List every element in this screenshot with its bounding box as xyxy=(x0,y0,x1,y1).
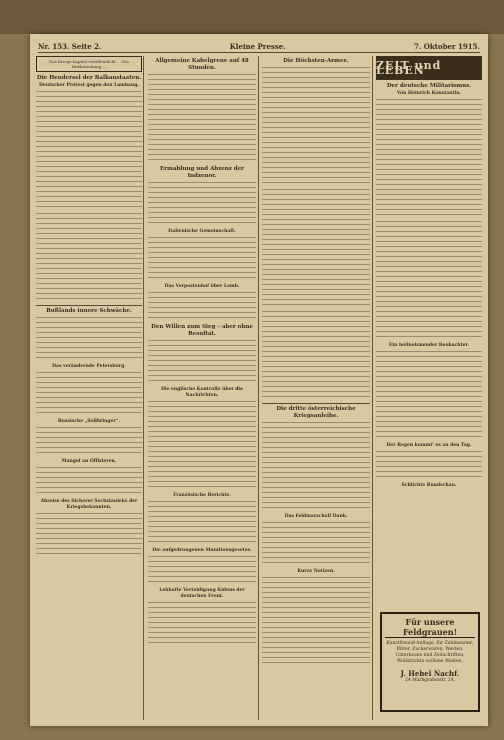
ad-address: 24 Markgrafenstr. 24. xyxy=(404,678,456,683)
subheadline: Französische Berichte. xyxy=(173,493,231,498)
headline: Allgemeine Kabelgrene auf 48 Stunden. xyxy=(155,58,249,71)
header-left: Nr. 153. Seite 2. xyxy=(38,41,102,51)
header-center: Kleine Presse. xyxy=(229,41,286,51)
article-text xyxy=(36,213,142,303)
article-text xyxy=(148,556,256,586)
headline: Der deutsche Militarismus. xyxy=(386,83,472,89)
column-rule xyxy=(372,56,373,720)
article-text xyxy=(36,372,142,417)
subheadline: Lebhafte Verteidigung Kidens der deutschen Front. xyxy=(159,588,245,599)
section-masthead: ZEIT und LEBEN xyxy=(376,56,482,80)
article-text xyxy=(36,467,142,497)
subheadline: Die englische Kontrolle über die Nachrichten. xyxy=(160,387,244,398)
article-text xyxy=(148,602,256,647)
article-text xyxy=(36,427,142,457)
article-text xyxy=(148,182,256,227)
article-text xyxy=(148,74,256,164)
header-right: 7. Oktober 1915. xyxy=(413,41,480,51)
headline: Die Hendersel der Balkanstaaten. xyxy=(36,75,142,81)
newspaper-page xyxy=(30,34,488,726)
article-text xyxy=(262,577,370,667)
article-text xyxy=(262,189,370,309)
background-strip xyxy=(0,0,504,34)
headline: Die dritte österreichische Kriegsanleihe. xyxy=(276,406,356,419)
divider xyxy=(36,305,142,306)
subheadline: Das Feldmarschall Dank. xyxy=(284,514,348,519)
article-text xyxy=(262,522,370,567)
article-text xyxy=(36,317,142,362)
subheadline: Italienische Gemeinschaft. xyxy=(168,229,236,234)
notice-box: Das Kriegs-Kapitel veröffentlicht ... Die Heldenzeitung ... xyxy=(36,56,142,72)
subheadline: Ein heilnehmender Beobachter. xyxy=(389,343,469,348)
headline: Den Willen zum Sieg – aber ohne Resultat. xyxy=(151,324,253,337)
headline: Ermahlung und Abzenz der Indzenor. xyxy=(159,166,245,179)
advertisement-box xyxy=(380,612,480,712)
divider xyxy=(262,403,370,404)
article-text xyxy=(148,501,256,546)
subheadline: Deutscher Protest gegen den Lambang. xyxy=(39,83,139,88)
column-2 xyxy=(148,56,256,720)
subheadline: Kurze Notizen. xyxy=(297,569,335,574)
subheadline: Das Vorpostenhof über Lamb. xyxy=(164,284,240,289)
article-text xyxy=(376,221,482,341)
subheadline: Abreise des Sicherer Sechstauleks der Kriegsbekannten. xyxy=(40,499,138,510)
column-rule xyxy=(258,56,259,720)
article-text xyxy=(376,351,482,441)
article-text xyxy=(262,311,370,401)
article-text xyxy=(148,340,256,385)
article-text xyxy=(148,292,256,322)
column-rule xyxy=(143,56,144,720)
article-text xyxy=(36,91,142,211)
subheadline: Russische „Sollbringer“. xyxy=(57,419,121,424)
column-1 xyxy=(36,56,142,720)
article-text xyxy=(376,99,482,219)
subheadline: Schlichte Rundschau. xyxy=(401,483,457,488)
article-text xyxy=(262,67,370,187)
page-header xyxy=(38,40,480,53)
subheadline: Die aufgedrungenen Munitionsgesetze. xyxy=(152,548,252,553)
column-3 xyxy=(262,56,370,720)
subheadline: Der Regen kommt' es an den Tag. xyxy=(386,443,472,448)
subheadline: Mangel an Offizieren. xyxy=(61,459,117,464)
article-text xyxy=(36,513,142,558)
subheadline: Das verändernde Petersburg. xyxy=(52,364,126,369)
headline: Rußlands innere Schwäche. xyxy=(46,308,132,314)
article-text xyxy=(262,422,370,512)
headline: Die Höchsten-Armee. xyxy=(283,58,349,64)
article-text xyxy=(148,237,256,282)
ad-text: Kunstfreund-Auflage, für Zahlmeister; Ritter, Zuckerwaren, Westen, Unterhosen und Zeitschriften, Wollstrickte wollene Westen. xyxy=(386,641,474,664)
article-text xyxy=(148,401,256,491)
ad-firm: J. Hebel Nachf. xyxy=(400,669,460,678)
byline: Von Heinrich Konstantin. xyxy=(396,91,462,96)
article-text xyxy=(376,451,482,481)
ad-title: Für unsere Feldgrauen! xyxy=(385,617,475,638)
